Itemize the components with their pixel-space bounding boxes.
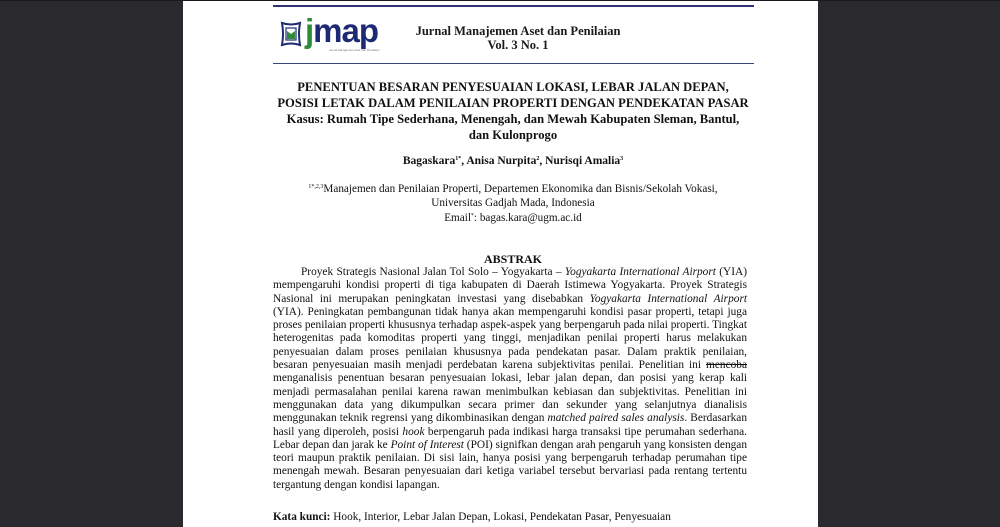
logo-wordmark xyxy=(305,11,378,51)
abstract-text: (YIA). Peningkatan pembangunan tidak hanya akan mempengaruhi kondisi pasar properti, tetapi juga proses penilaian properti khususnya terhadap aspek-aspek yang berpengaruh pada nilai properti. Tingkat heterogenitas pada komoditas properti yang tinggi, menjadikan penilai properti harus melakukan penyesuaian dalam proses penilaian khususnya pada pendekatan pasar. Dalam praktik penilaian, besaran penyesuaian masih menjadi perdebatan karena subjektivitas penilai. Penelitian ini xyxy=(273,305,747,372)
journal-volume: Vol. 3 No. 1 xyxy=(487,38,549,52)
author-name: Anisa Nurpita xyxy=(466,155,537,167)
keywords-label: Kata kunci: xyxy=(273,511,331,523)
author-list xyxy=(243,155,783,167)
keywords xyxy=(273,511,753,523)
jmap-emblem-icon xyxy=(279,21,303,47)
abstract-heading: ABSTRAK xyxy=(483,252,542,266)
journal-name: Jurnal Manajemen Aset dan Penilaian xyxy=(415,24,621,38)
header-rule-top xyxy=(273,5,754,7)
affiliation xyxy=(223,181,803,226)
abstract-paragraph xyxy=(273,266,747,492)
abstract-text: berpengaruh pada indikasi harga transaksi tipe perumahan sederhana. Lebar depan dan jarak ke xyxy=(273,425,747,451)
author-mark: 2 xyxy=(536,156,540,162)
journal-header xyxy=(373,24,663,52)
title-line-1: PENENTUAN BESARAN PENYESUAIAN LOKASI, LEBAR JALAN DEPAN, xyxy=(297,80,729,94)
author-name: Bagaskara xyxy=(402,155,456,167)
abstract-italic-term: Point of Interest xyxy=(390,438,464,451)
article-title xyxy=(243,79,783,143)
abstract-text: (POI) signifkan dengan arah pengaruh yang konsisten dengan teori maupun praktik penilaian. Di sisi lain, hanya posisi yang berpengaruh terhadap perumahan tipe menengah mewah. Besaran penyesuaian dari ketiga variabel tersebut bervariasi pada rentang tertentu tergantung dengan kondisi lapangan. xyxy=(273,438,747,491)
abstract-text: Proyek Strategis Nasional Jalan Tol Solo – Yogyakarta – xyxy=(301,266,565,278)
email-mark: * xyxy=(470,213,474,219)
abstract-struck-word: mencoba xyxy=(706,359,747,372)
logo-letter-j: j xyxy=(305,12,314,49)
email-address[interactable]: bagas.kara@ugm.ac.id xyxy=(479,212,582,224)
abstract-italic-term: Yogyakarta International Airport xyxy=(564,266,716,278)
logo-letters-map: map xyxy=(313,12,379,49)
affiliation-line-2: Universitas Gadjah Mada, Indonesia xyxy=(431,196,595,209)
abstract-text: menganalisis penentuan besaran penyesuaian lokasi, lebar jalan depan, dan posisi yang kerap kali menjadi permasalahan penilai karena rawan menimbulkan kebiasan dan subjektivitas. Penelitian ini menggunakan data yang dikumpulkan secara primer dan sekunder yang selanjutnya dianalisis menggunakan teknik regrensi yang dikombinasikan dengan xyxy=(273,372,747,425)
subtitle-line-2: dan Kulonprogo xyxy=(468,128,558,142)
abstract-text: . Berdasarkan hasil yang diperoleh, posisi xyxy=(273,412,747,438)
author-mark: 3 xyxy=(620,156,624,162)
document-page xyxy=(183,1,818,527)
header-rule-bottom xyxy=(273,63,754,64)
author-mark: 1* xyxy=(455,156,462,162)
title-line-2: POSISI LETAK DALAM PENILAIAN PROPERTI DENGAN PENDEKATAN PASAR xyxy=(277,96,749,110)
abstract-body xyxy=(273,266,747,492)
subtitle-line-1: Kasus: Rumah Tipe Sederhana, Menengah, dan Mewah Kabupaten Sleman, Bantul, xyxy=(286,112,740,126)
abstract-italic-term: Yogyakarta International Airport xyxy=(589,292,748,305)
abstract-italic-term: matched paired sales analysis xyxy=(547,412,685,425)
email-separator: : xyxy=(473,212,480,224)
keywords-value: Hook, Interior, Lebar Jalan Depan, Lokasi, Pendekatan Pasar, Penyesuaian xyxy=(330,511,671,523)
affiliation-line-1: Manajemen dan Penilaian Properti, Departemen Ekonomika dan Bisnis/Sekolah Vokasi, xyxy=(323,183,718,195)
author-separator: , xyxy=(461,155,467,167)
affiliation-marks: 1*,2,3 xyxy=(308,184,324,190)
abstract-italic-term: hook xyxy=(402,425,425,438)
abstract-text: (YIA) mempengaruhi kondisi properti di tiga kabupaten di Daerah Istimewa Yogyakarta. Proyek Strategis Nasional ini merupakan peningkatan investasi yang disebabkan xyxy=(273,266,747,305)
email-line xyxy=(223,210,803,226)
author-name: Nurisqi Amalia xyxy=(545,155,621,167)
author-separator: , xyxy=(539,155,546,167)
email-label: Email xyxy=(444,212,471,224)
logo-subtitle: Jurnal Manajemen Aset dan Penilaian xyxy=(329,48,380,52)
